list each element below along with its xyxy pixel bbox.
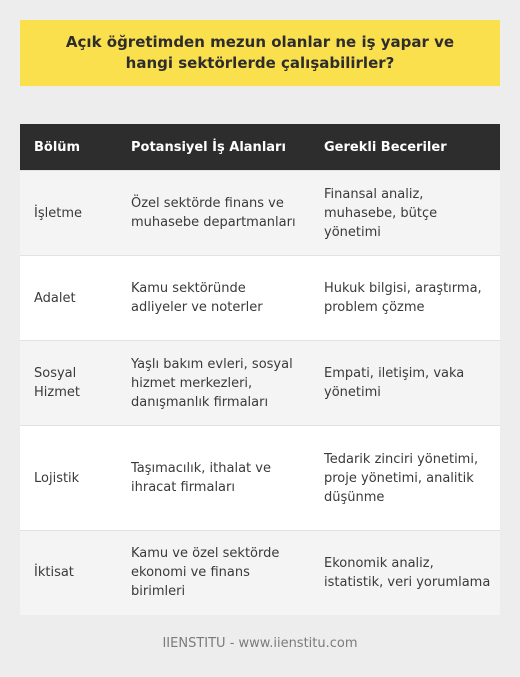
cell-department: İktisat [20,531,117,615]
cell-skills: Empati, iletişim, vaka yönetimi [310,341,500,426]
header-skills: Gerekli Beceriler [310,124,500,171]
cell-department: Lojistik [20,426,117,531]
cell-job-areas: Kamu sektöründe adliyeler ve noterler [117,256,310,341]
table-row [20,256,500,341]
cell-skills: Finansal analiz, muhasebe, bütçe yönetimi [310,171,500,256]
cell-job-areas: Yaşlı bakım evleri, sosyal hizmet merkezleri, danışmanlık firmaları [117,341,310,426]
footer-credit: IIENSTITU - www.iienstitu.com [162,636,358,651]
cell-department: Sosyal Hizmet [20,341,117,426]
cell-skills: Hukuk bilgisi, araştırma, problem çözme [310,256,500,341]
title-banner [20,20,500,86]
page-title: Açık öğretimden mezun olanlar ne iş yapar ve hangi sektörlerde çalışabilirler? [65,33,455,72]
cell-skills: Tedarik zinciri yönetimi, proje yönetimi, analitik düşünme [310,426,500,531]
table-row [20,171,500,256]
header-department: Bölüm [20,124,117,171]
cell-job-areas: Kamu ve özel sektörde ekonomi ve finans birimleri [117,531,310,615]
cell-department: İşletme [20,171,117,256]
header-job-areas: Potansiyel İş Alanları [117,124,310,171]
table-row [20,531,500,615]
cell-department: Adalet [20,256,117,341]
career-table [20,124,500,615]
table-header-row [20,124,500,171]
cell-skills: Ekonomik analiz, istatistik, veri yorumlama [310,531,500,615]
table-row [20,341,500,426]
cell-job-areas: Taşımacılık, ithalat ve ihracat firmaları [117,426,310,531]
table-row [20,426,500,531]
cell-job-areas: Özel sektörde finans ve muhasebe departmanları [117,171,310,256]
